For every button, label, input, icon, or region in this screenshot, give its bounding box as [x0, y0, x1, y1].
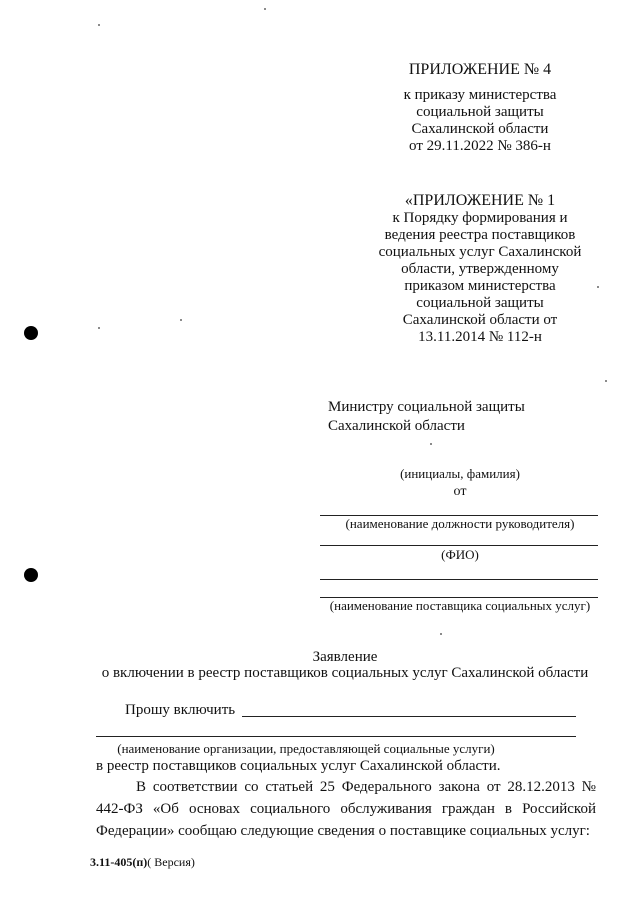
scan-speck [98, 24, 100, 26]
annex-4-block [360, 61, 600, 155]
fio-caption: (ФИО) [441, 547, 479, 562]
registry-text: в реестр поставщиков социальных услуг Сахалинской области. [96, 758, 501, 774]
organization-field-line [242, 716, 576, 717]
annex-1-line: ведения реестра поставщиков [384, 227, 576, 243]
fio-field-line [320, 545, 598, 546]
annex-1-line: социальных услуг Сахалинской [378, 244, 582, 260]
annex-1-title: «ПРИЛОЖЕНИЕ № 1 [404, 192, 556, 209]
punch-hole [24, 326, 38, 340]
initials-caption: (инициалы, фамилия) [400, 466, 520, 481]
annex-4-title: ПРИЛОЖЕНИЕ № 4 [408, 61, 552, 78]
annex-1-line: социальной защиты [416, 295, 544, 311]
scan-speck [440, 633, 442, 635]
annex-1-line: Сахалинской области от [402, 312, 558, 328]
annex-4-line: социальной защиты [416, 104, 544, 120]
scan-speck [605, 380, 607, 382]
annex-1-line: приказом министерства [404, 278, 556, 294]
position-caption: (наименование должности руководителя) [345, 516, 575, 531]
annex-1-block [360, 192, 600, 346]
addressee-block [328, 398, 608, 436]
scan-speck [264, 8, 266, 10]
document-footer [90, 855, 195, 870]
addressee-line-2: Сахалинской области [328, 418, 465, 434]
organization-caption: (наименование организации, предоставляющей социальные услуги) [117, 741, 495, 756]
provider-caption: (наименование поставщика социальных услуг) [329, 598, 591, 613]
provider-field-line [320, 579, 598, 580]
statement-subtitle: о включении в реестр поставщиков социальных услуг Сахалинской области [101, 665, 589, 681]
annex-4-line: от 29.11.2022 № 386-н [409, 138, 551, 154]
annex-1-line: 13.11.2014 № 112-н [418, 329, 542, 345]
scan-speck [98, 327, 100, 329]
scan-speck [430, 443, 432, 445]
request-label: Прошу включить [125, 702, 236, 718]
statement-paragraph: В соответствии со статьей 25 Федерального закона от 28.12.2013 № 442-ФЗ «Об основах социального обслуживания граждан в Российской Федерации» сообщаю следующие сведения о поставщике социальных услуг: [96, 779, 596, 839]
scan-speck [180, 319, 182, 321]
statement-title: Заявление [312, 649, 378, 665]
punch-hole [24, 568, 38, 582]
annex-1-line: области, утвержденному [401, 261, 559, 277]
footer-code: 3.11-405(п) [90, 855, 148, 869]
annex-4-line: Сахалинской области [411, 121, 549, 137]
from-label: от [453, 484, 467, 499]
annex-1-line: к Порядку формирования и [392, 210, 568, 226]
organization-field-line-2 [96, 736, 576, 737]
annex-4-line: к приказу министерства [403, 87, 557, 103]
footer-version: ( Версия) [147, 855, 195, 869]
addressee-line-1: Министру социальной защиты [328, 399, 525, 415]
